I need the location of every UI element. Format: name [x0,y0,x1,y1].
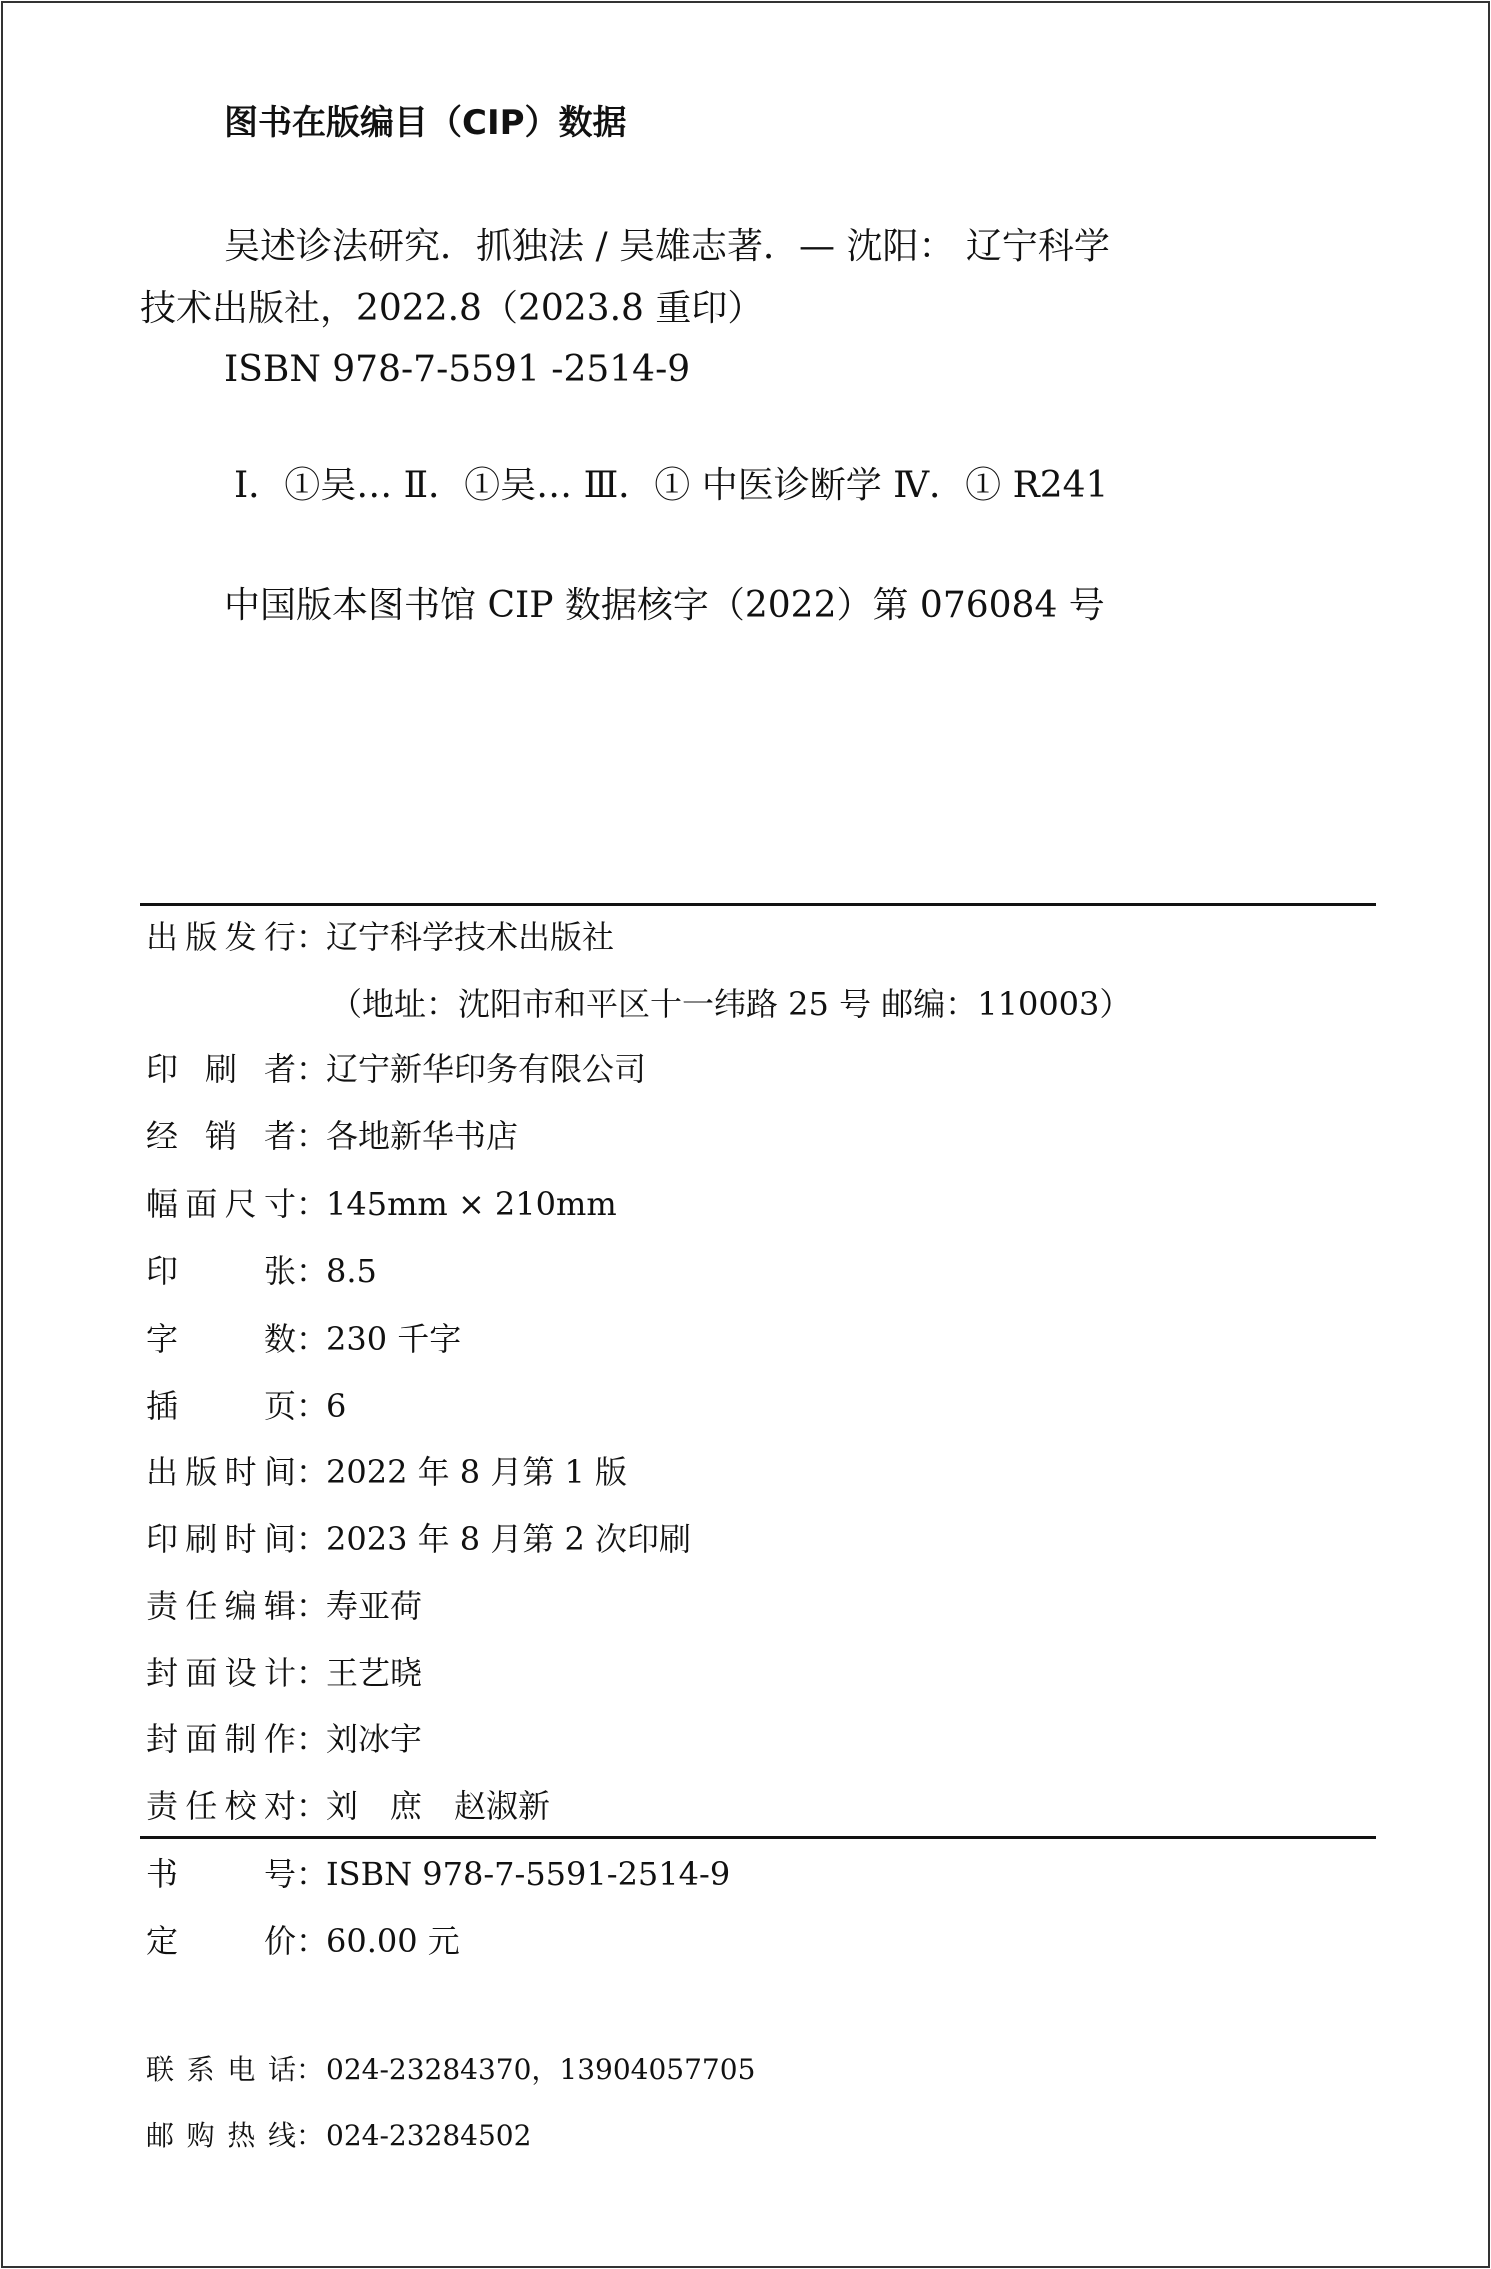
book-row [146,1922,460,1960]
colophon-label: 出版时间 [146,1453,296,1491]
colon: ： [296,2053,325,2086]
colophon-value: 2023 年 8 月第 2 次印刷 [326,1520,692,1558]
colon: ： [296,1787,329,1825]
colon: ： [296,1654,329,1692]
colophon-row [146,918,615,956]
colon: ： [296,1185,329,1223]
colophon-label: 印张 [146,1252,296,1290]
colophon-value: 辽宁科学技术出版社 [326,918,615,956]
colophon-row [146,1320,462,1358]
cip-classification: Ⅰ．①吴… Ⅱ．①吴… Ⅲ．① 中医诊断学 Ⅳ．① R241 [234,465,1109,506]
colophon-row [146,1520,692,1558]
cip-line-1: 吴述诊法研究．抓独法 / 吴雄志著．— 沈阳： 辽宁科学 [224,226,1110,267]
colon: ： [296,1320,329,1358]
colophon-value: 辽宁新华印务有限公司 [326,1050,647,1088]
colophon-value: 寿亚荷 [326,1587,423,1625]
colophon-value: 145mm × 210mm [326,1185,617,1223]
cip-isbn: ISBN 978-7-5591 -2514-9 [224,349,691,390]
colophon-row [146,1387,347,1425]
colophon-value: （地址：沈阳市和平区十一纬路 25 号 邮编：110003） [330,985,1132,1023]
colophon-label: 印刷时间 [146,1520,296,1558]
colophon-value: 刘 庶 赵淑新 [326,1787,551,1825]
book-value: 60.00 元 [326,1922,460,1960]
contact-value: 024-23284502 [326,2119,532,2152]
colophon-value: 王艺晓 [326,1654,423,1692]
colophon-label: 印刷者 [146,1050,296,1088]
colophon-row [146,1720,423,1758]
colon: ： [296,1387,329,1425]
contact-label: 联系电话 [146,2053,296,2086]
colon: ： [296,1520,329,1558]
colophon-row [146,1185,617,1223]
contact-row [146,2119,532,2152]
colophon-label: 封面设计 [146,1654,296,1692]
contact-row [146,2053,756,2086]
colophon-row [146,1787,551,1825]
colophon-value: 6 [326,1387,347,1425]
cip-heading: 图书在版编目（CIP）数据 [224,103,627,143]
colophon-value: 230 千字 [326,1320,462,1358]
book-row [146,1855,731,1893]
colon: ： [296,1587,329,1625]
book-label: 定价 [146,1922,296,1960]
colophon-label: 责任编辑 [146,1587,296,1625]
colon: ： [296,1453,329,1491]
colophon-row [146,1654,423,1692]
colophon-label: 出版发行 [146,918,296,956]
book-value: ISBN 978-7-5591-2514-9 [326,1855,731,1893]
colophon-value: 刘冰宇 [326,1720,423,1758]
cip-number: 中国版本图书馆 CIP 数据核字（2022）第 076084 号 [224,585,1105,626]
colophon-row [146,1252,377,1290]
cip-line-2: 技术出版社，2022.8（2023.8 重印） [140,288,764,329]
divider-bottom [140,1836,1376,1839]
colophon-row [146,1117,519,1155]
colon: ： [296,2119,325,2152]
colon: ： [296,918,329,956]
colophon-row [146,1453,628,1491]
colophon-row [330,985,1132,1023]
colon: ： [296,1117,329,1155]
colophon-value: 8.5 [326,1252,377,1290]
colophon-label: 经销者 [146,1117,296,1155]
colon: ： [296,1050,329,1088]
colophon-label: 插页 [146,1387,296,1425]
colophon-row [146,1050,647,1088]
colon: ： [296,1252,329,1290]
contact-label: 邮购热线 [146,2119,296,2152]
colon: ： [296,1720,329,1758]
book-label: 书号 [146,1855,296,1893]
colophon-label: 封面制作 [146,1720,296,1758]
colophon-value: 各地新华书店 [326,1117,519,1155]
colon: ： [296,1855,329,1893]
colophon-label: 字数 [146,1320,296,1358]
colon: ： [296,1922,329,1960]
colophon-value: 2022 年 8 月第 1 版 [326,1453,628,1491]
colophon-row [146,1587,423,1625]
contact-value: 024-23284370，13904057705 [326,2053,756,2086]
divider-top [140,903,1376,906]
colophon-label: 责任校对 [146,1787,296,1825]
colophon-label: 幅面尺寸 [146,1185,296,1223]
